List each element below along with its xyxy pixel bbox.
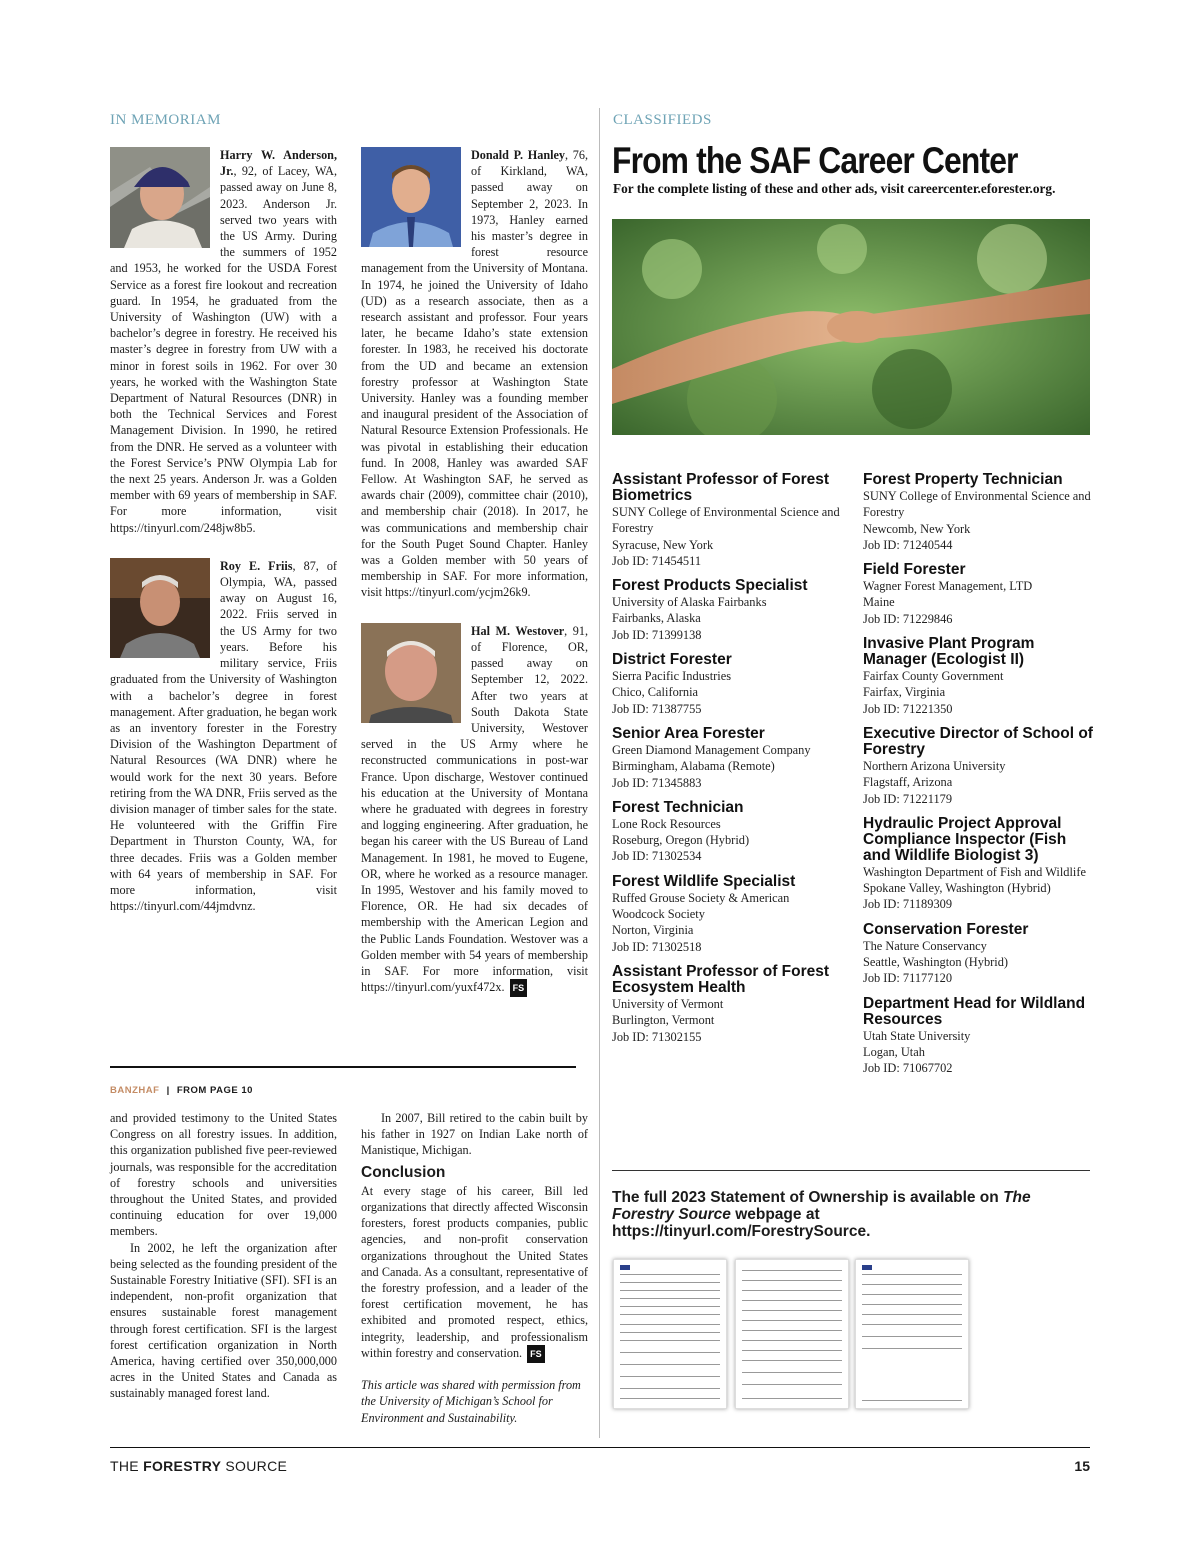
job-listing[interactable] bbox=[612, 472, 842, 569]
handshake-image bbox=[612, 219, 1090, 435]
portrait-westover bbox=[361, 623, 461, 723]
job-detail: Chico, California bbox=[612, 685, 699, 700]
continuation-label-page: FROM PAGE 10 bbox=[176, 1085, 253, 1096]
job-detail: Fairfax County Government bbox=[863, 669, 1004, 684]
page-number: 15 bbox=[1074, 1458, 1090, 1474]
job-title: Forest Wildlife Specialist bbox=[612, 872, 796, 890]
job-title: Hydraulic Project Approval Compliance Inspector (Fish and Wildlife Biologist 3) bbox=[863, 814, 1067, 864]
footer-rule bbox=[110, 1447, 1090, 1448]
job-listing[interactable] bbox=[863, 726, 1093, 807]
ownership-statement bbox=[612, 1189, 1082, 1240]
job-detail: Roseburg, Oregon (Hybrid) bbox=[612, 833, 750, 848]
job-id: Job ID: 71177120 bbox=[863, 971, 953, 986]
job-detail: Birmingham, Alabama (Remote) bbox=[612, 759, 775, 774]
job-id: Job ID: 71454511 bbox=[612, 553, 702, 568]
fs-end-badge: FS bbox=[510, 979, 528, 997]
obituary-text: , 87, of Olympia, WA, passed away on August 16, 2022. Friis served in the US Army for two years. Before his military service, Friis graduated from the University of Washington with a bachelor’s degree in forest management. After graduation, he began work as an inventory forester in the Forestry Division of the Washington Department of Natural Resources (WA DNR) where he would work for the next 30 years. Before retiring from the WA DNR, Friis served as the division manager of timber sales for the state. He volunteered with the Griffin Fire Department in Thurston County, WA, for three decades. Friis was a Golden member with 64 years of membership in SAF. For more information, visit https://tinyurl.com/44jmdvnz. bbox=[110, 558, 337, 914]
job-detail: Norton, Virginia bbox=[612, 923, 694, 938]
job-id: Job ID: 71302155 bbox=[612, 1029, 702, 1044]
continuation-label bbox=[110, 1085, 253, 1096]
obituary-name: Harry W. Anderson, Jr. bbox=[220, 148, 337, 179]
job-id: Job ID: 71221350 bbox=[863, 701, 953, 716]
continuation-label-separator: | bbox=[166, 1085, 170, 1096]
job-title: Field Forester bbox=[863, 561, 966, 579]
job-id: Job ID: 71302534 bbox=[612, 849, 702, 864]
obituary-name: Roy E. Friis bbox=[220, 558, 293, 573]
classifieds-subhead: For the complete listing of these and other ads, visit careercenter.eforester.org. bbox=[613, 181, 1056, 196]
job-id: Job ID: 71399138 bbox=[612, 627, 702, 642]
job-detail: Northern Arizona University bbox=[863, 758, 1006, 773]
job-listing[interactable] bbox=[863, 636, 1093, 717]
job-listing[interactable] bbox=[863, 922, 1093, 987]
job-listing[interactable] bbox=[863, 562, 1093, 627]
job-title: Assistant Professor of Forest Biometrics bbox=[612, 471, 830, 504]
job-title: Forest Technician bbox=[612, 798, 744, 816]
job-title: Conservation Forester bbox=[863, 920, 1029, 938]
job-title: Senior Area Forester bbox=[612, 724, 765, 742]
job-detail: Logan, Utah bbox=[863, 1044, 925, 1059]
job-title: Forest Property Technician bbox=[863, 471, 1063, 488]
ownership-form-page-2 bbox=[735, 1259, 849, 1409]
job-listing[interactable] bbox=[863, 816, 1093, 913]
banzhaf-column-1 bbox=[110, 1110, 337, 1402]
job-listing[interactable] bbox=[612, 578, 842, 643]
job-id: Job ID: 71240544 bbox=[863, 537, 953, 552]
job-id: Job ID: 71229846 bbox=[863, 611, 953, 626]
job-detail: SUNY College of Environmental Science and Forestry bbox=[863, 489, 1091, 520]
banzhaf-column-2 bbox=[361, 1110, 588, 1426]
job-detail: Sierra Pacific Industries bbox=[612, 669, 732, 684]
paragraph: In 2002, he left the organization after being selected as the founding president of the Sustainable Forestry Initiative (SFI). SFI is an independent, non-profit organization that ensures sustainable forest management through forest certification. SFI is the largest forest certification organization in North America, having certified over 350,000,000 acres in the United States and Canada as sustainably managed forest land. bbox=[110, 1240, 337, 1401]
jobs-column-right bbox=[863, 472, 1093, 1086]
fs-end-badge: FS bbox=[527, 1345, 545, 1363]
job-id: Job ID: 71345883 bbox=[612, 775, 702, 790]
obituary-name: Hal M. Westover bbox=[471, 623, 565, 638]
job-detail: The Nature Conservancy bbox=[863, 938, 987, 953]
job-listing[interactable] bbox=[612, 800, 842, 865]
ownership-link[interactable]: webpage at https://tinyurl.com/ForestrySource. bbox=[612, 1206, 871, 1240]
job-id: Job ID: 71189309 bbox=[863, 897, 953, 912]
footer-brand-the: THE bbox=[110, 1458, 139, 1474]
job-title: Department Head for Wildland Resources bbox=[863, 994, 1086, 1028]
ownership-publication: The Forestry Source bbox=[612, 1189, 1031, 1223]
job-detail: Syracuse, New York bbox=[612, 537, 714, 552]
footer-brand-source: SOURCE bbox=[225, 1458, 288, 1474]
job-listing[interactable] bbox=[612, 964, 842, 1045]
obituary-name: Donald P. Hanley bbox=[471, 148, 565, 162]
job-detail: Fairbanks, Alaska bbox=[612, 611, 701, 626]
job-listing[interactable] bbox=[612, 726, 842, 791]
job-title: District Forester bbox=[612, 651, 732, 669]
obituary-hanley bbox=[361, 147, 588, 601]
footer-brand-forestry: FORESTRY bbox=[143, 1458, 222, 1474]
job-detail: Green Diamond Management Company bbox=[612, 742, 811, 757]
obituary-anderson bbox=[110, 147, 337, 536]
portrait-anderson bbox=[110, 147, 210, 248]
job-listing[interactable] bbox=[863, 996, 1093, 1077]
paragraph: In 2007, Bill retired to the cabin built by his father in 1927 on Indian Lake north of Manistique, Michigan. bbox=[361, 1111, 588, 1158]
paragraph: and provided testimony to the United States Congress on all forestry issues. In addition, this organization published five peer-reviewed journals, was responsible for the accreditation of forestry schools and universities throughout the United States, and provided continuing education for over 19,000 members. bbox=[110, 1111, 337, 1239]
job-id: Job ID: 71067702 bbox=[863, 1061, 953, 1076]
portrait-hanley bbox=[361, 147, 461, 247]
obituary-friis bbox=[110, 558, 337, 914]
job-detail: Fairfax, Virginia bbox=[863, 685, 946, 700]
job-detail: University of Alaska Fairbanks bbox=[612, 595, 767, 610]
job-detail: Washington Department of Fish and Wildlife bbox=[863, 864, 1086, 879]
job-detail: Burlington, Vermont bbox=[612, 1013, 715, 1028]
job-listing[interactable] bbox=[612, 652, 842, 717]
obituary-text: , 91, of Florence, OR, passed away on September 12, 2022. After two years at South Dakota State University, Westover served in the US Army where he reconstructed communications in post-war France. Upon discharge, Westover continued his education at the University of Montana where he graduated with degrees in forestry and logging engineering. After graduation, he began his career with the US Bureau of Land Management. In 1981, he moved to Eugene, OR, where he worked as a resource manager. In 1995, Westover and his family moved to Florence, OR. He had six decades of membership with the American Legion and the Public Lands Foundation. Westover was a Golden member with 54 years of membership in SAF. For more information, visit https://tinyurl.com/yuxf472x. bbox=[361, 623, 588, 995]
job-id: Job ID: 71387755 bbox=[612, 701, 702, 716]
continuation-label-name: BANZHAF bbox=[110, 1085, 160, 1096]
job-title: Invasive Plant Program Manager (Ecologist II) bbox=[863, 635, 1035, 669]
job-detail: Utah State University bbox=[863, 1028, 971, 1043]
job-id: Job ID: 71221179 bbox=[863, 791, 953, 806]
section-divider bbox=[612, 1170, 1090, 1171]
ownership-form-page-1 bbox=[613, 1259, 727, 1409]
job-detail: Maine bbox=[863, 595, 895, 610]
job-title: Assistant Professor of Forest Ecosystem Health bbox=[612, 962, 830, 996]
job-listing[interactable] bbox=[863, 472, 1093, 553]
job-title: Executive Director of School of Forestry bbox=[863, 724, 1093, 758]
job-detail: Lone Rock Resources bbox=[612, 816, 721, 831]
memoriam-column-2 bbox=[361, 147, 588, 997]
job-detail: Ruffed Grouse Society & American Woodcock Society bbox=[612, 890, 790, 922]
job-detail: SUNY College of Environmental Science and Forestry bbox=[612, 505, 840, 536]
portrait-friis bbox=[110, 558, 210, 658]
jobs-column-left bbox=[612, 472, 842, 1054]
memoriam-column-1 bbox=[110, 147, 337, 914]
classifieds-headline: From the SAF Career Center bbox=[612, 140, 1018, 181]
job-detail: Seattle, Washington (Hybrid) bbox=[863, 955, 1009, 970]
obituary-text: , 92, of Lacey, WA, passed away on June 8, 2023. Anderson Jr. served two years with the US Army. During the summers of 1952 and 1953, he worked for the USDA Forest Service as a forest fire lookout and recreation guard. In 1954, he graduated from the University of Washington (UW) with a bachelor’s degree in forestry. He received his master’s degree in forestry from UW with a minor in forest soils in 1962. For over 30 years, he worked with the Washington State Department of Natural Resources (DNR) in both the Technical Services and Forest Management Division. In 1990, he retired from the DNR. He served as a volunteer with the Forest Service’s PNW Olympia Lab for the next 25 years. Anderson Jr. was a Golden member with 69 years of membership in SAF. For more information, visit https://tinyurl.com/248jw8b5. bbox=[110, 164, 337, 535]
job-detail: Spokane Valley, Washington (Hybrid) bbox=[863, 881, 1051, 896]
job-detail: University of Vermont bbox=[612, 996, 724, 1011]
section-divider bbox=[110, 1066, 576, 1068]
job-title: Forest Products Specialist bbox=[612, 577, 808, 595]
column-divider bbox=[599, 108, 600, 1438]
job-detail: Newcomb, New York bbox=[863, 521, 971, 536]
job-id: Job ID: 71302518 bbox=[612, 939, 702, 954]
paragraph: At every stage of his career, Bill led organizations that directly affected Wisconsin foresters, forest products companies, public agencies, and non-profit conservation organizations throughout the United States and Canada. As a consultant, representative of the forestry profession, and a leader of the forest certification movement, he has exhibited and promoted respect, ethics, integrity, leadership, and professionalism within forestry and conservation. bbox=[361, 1183, 588, 1360]
obituary-text: , 76, of Kirkland, WA, passed away on September 2, 2023. In 1973, Hanley earned his master’s degree in forest resource management from the University of Montana. In 1974, he joined the University of Idaho (UD) as a research associate, then as a research assistant and professor. Four years later, he became Idaho’s state extension forester. In 1983, he received his doctorate from the UD and became an extension forestry professor at Washington State University. Hanley was a founding member and inaugural president of the Association of Natural Resource Extension Professionals. He was pivotal in establishing their education fund. In 2008, Hanley was awarded SAF Fellow. At Washington SAF, he served as awards chair (2009), committee chair (2010), and membership chair (2018). In 2017, he was communications and membership chair for the South Puget Sound Chapter. Hanley was a Golden member with 50 years of membership in SAF. For more information, visit https://tinyurl.com/ycjm26k9. bbox=[361, 148, 589, 600]
ownership-text: The full 2023 Statement of Ownership is available on bbox=[612, 1189, 1004, 1206]
section-label-classifieds: CLASSIFIEDS bbox=[613, 112, 712, 128]
job-listing[interactable] bbox=[612, 874, 842, 955]
section-label-in-memoriam: IN MEMORIAM bbox=[110, 112, 221, 128]
obituary-westover bbox=[361, 623, 588, 998]
conclusion-heading: Conclusion bbox=[361, 1163, 446, 1181]
attribution-note: This article was shared with permission from the University of Michigan’s School for Environment and Sustainability. bbox=[361, 1378, 581, 1425]
job-detail: Flagstaff, Arizona bbox=[863, 775, 953, 790]
ownership-form-page-3 bbox=[855, 1259, 969, 1409]
footer-brand bbox=[110, 1458, 287, 1474]
job-detail: Wagner Forest Management, LTD bbox=[863, 579, 1033, 594]
